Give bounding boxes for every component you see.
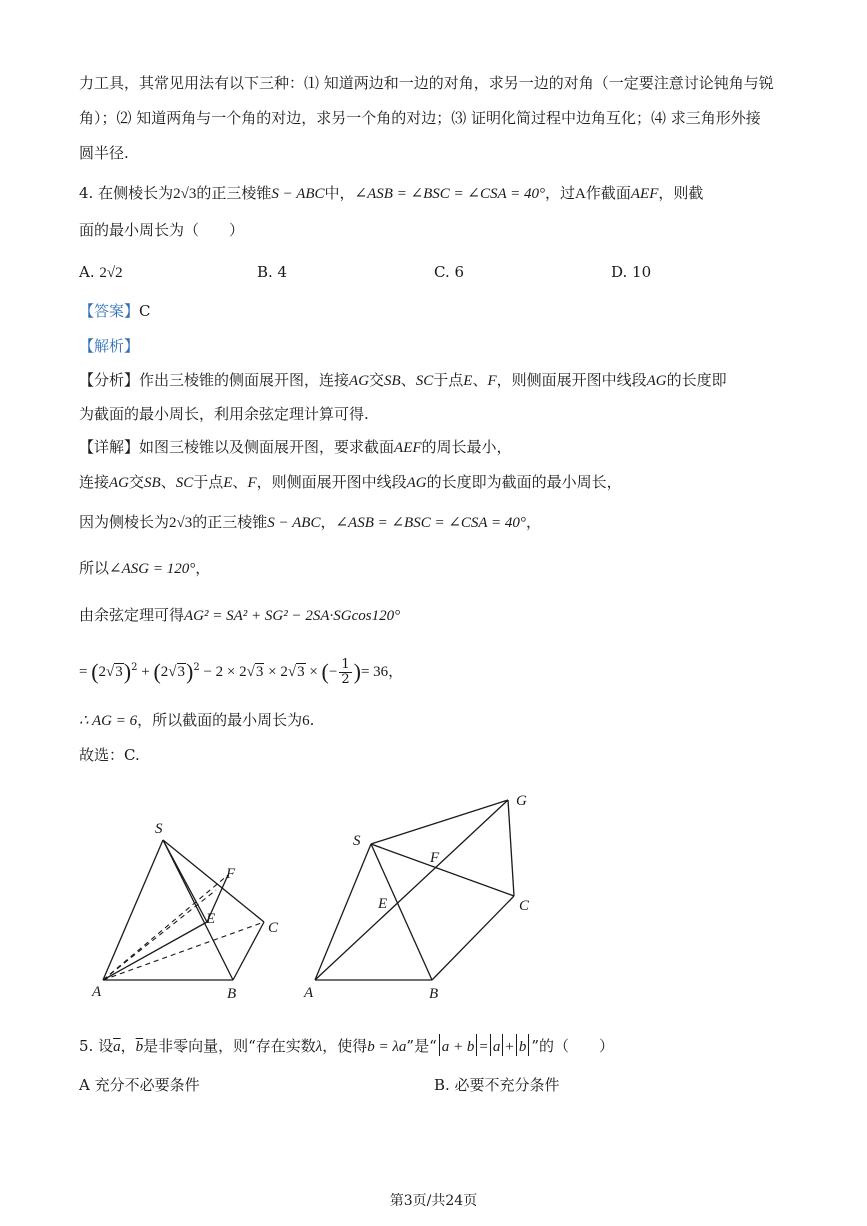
detail-line-6-computation: = $(2√3)^2 + (2√3)^2 - 2 \times 2√3 \times 2√3$ × (− $\frac{1}{2}$ )= 36， (79, 656, 404, 687)
intro-line-2: 角）；⑵ 知道两角与一个角的对边，求另一个角的对边；⑶ 证明化简过程中边角互化；⑷ 求三角形外接 (79, 109, 761, 127)
net-label-b: B (429, 986, 439, 1002)
detail-line-7: ∴ AG = 6，所以截面的最小周长为6. (79, 711, 315, 729)
net-label-f: F (430, 850, 440, 866)
detail-line-3: 因为侧棱长为2√3的正三棱锥S − ABC，∠ASB = ∠BSC = ∠CSA = 40°， (79, 513, 541, 531)
fraction-one-half: $\frac{1}{2}$ (341, 656, 350, 687)
answer-tag: 【答案】 (79, 302, 140, 320)
detail-line-1: 【详解】如图三棱锥以及侧面展开图，要求截面AEF的周长最小， (79, 438, 512, 456)
analysis-tag: 【解析】 (79, 337, 140, 355)
label-c: C (268, 920, 279, 936)
label-e: E (206, 911, 216, 927)
q4-pyramid: S − ABC (271, 186, 325, 202)
label-b: B (227, 986, 237, 1002)
detail-line-5: 由余弦定理可得AG² = SA² + SG² − 2SA·SGcos120° (79, 606, 401, 624)
q5-option-a: A 充分不必要条件 (79, 1076, 200, 1094)
detail-line-2: 连接AG交SB、SC于点E、F，则侧面展开图中线段AG的长度即为截面的最小周长， (79, 473, 622, 491)
q4-option-d: D. 10 (611, 263, 652, 281)
q4-option-c: C. 6 (434, 263, 465, 281)
q4-option-a: A. 2√2 (79, 263, 123, 281)
answer-line: 【答案】C (79, 302, 151, 320)
intro-line-1: 力工具，其常见用法有以下三种：⑴ 知道两边和一边的对角，求另一边的对角（一定要注意讨论钝角与锐 (79, 74, 774, 92)
net-label-c: C (519, 898, 530, 914)
fenxi-line-1: 【分析】作出三棱锥的侧面展开图，连接AG交SB、SC于点E、F，则侧面展开图中线段AG的长度即 (79, 371, 727, 389)
vector-b: $\overline{b}$ (135, 1039, 144, 1055)
net-label-g: G (516, 793, 527, 809)
fenxi-line-2: 为截面的最小周长，利用余弦定理计算可得. (79, 405, 369, 423)
q4-stem-line-2: 面的最小周长为（ ） (79, 221, 245, 239)
page-footer: 第3页/共24页 (389, 1193, 478, 1209)
net-label-a: A (304, 985, 314, 1001)
q4-stem-line-1: 4. 在侧棱长为2√3的正三棱锥S − ABC中，∠ASB = ∠BSC = ∠CSA = 40°，过A作截面AEF，则截 (79, 184, 704, 202)
vector-a: $\overline{a}$ (113, 1039, 121, 1055)
label-s: S (155, 821, 163, 837)
label-a: A (92, 984, 102, 1000)
net-label-e: E (378, 896, 388, 912)
detail-line-4: 所以∠ASG = 120°， (79, 559, 211, 577)
cosine-law-formula: AG² = SA² + SG² − 2SA·SGcos120° (184, 608, 401, 624)
q4-edge-length: 2√3 (173, 186, 197, 202)
q5-stem: 5. 设$\overline{a}$，$\overline{b}$是非零向量，则“存在实数λ，使得b = λa”是“ a + b = a + b ”的（ ） (79, 1034, 614, 1059)
q4-angles: ∠ASB = ∠BSC = ∠CSA = 40° (354, 186, 546, 202)
label-f: F (226, 866, 236, 882)
net-label-s: S (353, 833, 361, 849)
detail-line-8: 故选：C. (79, 746, 140, 764)
q5-option-b: B. 必要不充分条件 (434, 1076, 560, 1094)
q4-option-b: B. 4 (257, 263, 288, 281)
unfolded-net-figure (0, 790, 867, 1010)
intro-line-3: 圆半径. (79, 144, 129, 162)
